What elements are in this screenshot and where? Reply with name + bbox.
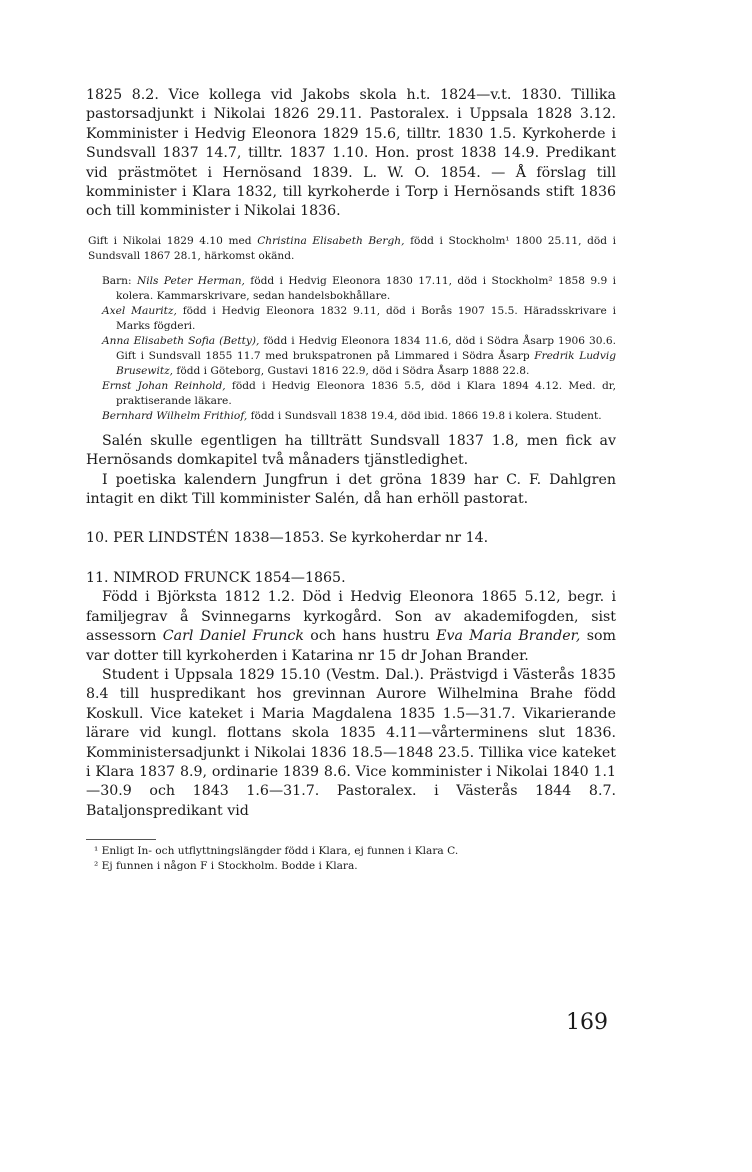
child-name: Nils Peter Herman, [136, 274, 245, 287]
child-name: Anna Elisabeth Sofia (Betty), [102, 334, 260, 347]
page-body [86, 86, 616, 873]
child-details: född i Sundsvall 1838 19.4, död ibid. 1866 19.8 i kolera. Student. [247, 409, 602, 422]
entry-9-note-2: I poetiska kalendern Jungfrun i det gröna 1839 har C. F. Dahlgren intagit en dikt Till komminister Salén, då han erhöll pastorat. [86, 471, 616, 508]
child-entry [86, 379, 616, 409]
footnote-rule [86, 839, 156, 840]
marriage-text-pre: Gift i Nikolai 1829 4.10 med [88, 234, 258, 247]
page-number: 169 [566, 1010, 608, 1035]
children-label: Barn: [102, 274, 132, 287]
marriage-text-post: född i Stockholm¹ 1800 25.11, död i Sundsvall 1867 28.1, härkomst okänd. [88, 234, 616, 262]
child-details: född i Hedvig Eleonora 1832 9.11, död i Borås 1907 15.5. Häradsskrivare i Marks fögderi. [116, 304, 616, 332]
entry-11-career: Student i Uppsala 1829 15.10 (Vestm. Dal.). Prästvigd i Västerås 1835 8.4 till huspredikant hos grevinnan Aurore Wilhelmina Brahe född Koskull. Vice kateket i Maria Magdalena 1835 1.5—31.7. Vikarierande lärare vid kungl. flottans skola 1835 4.11—vårterminens slut 1836. Komministersadjunkt i Nikolai 1836 18.5—1848 23.5. Tillika vice kateket i Klara 1837 8.9, ordinarie 1839 8.6. Vice komminister i Nikolai 1840 1.1—30.9 och 1843 1.6—31.7. Pastoralex. i Västerås 1844 8.7. Bataljonspredikant vid [86, 666, 616, 819]
entry-9-career: 1825 8.2. Vice kollega vid Jakobs skola h.t. 1824—v.t. 1830. Tillika pastorsadjunkt i Nikolai 1826 29.11. Pastoralex. i Uppsala 1828 3.12. Komminister i Hedvig Eleonora 1829 15.6, tilltr. 1830 1.5. Kyrkoherde i Sundsvall 1837 14.7, tilltr. 1837 1.10. Hon. prost 1838 14.9. Predikant vid prästmötet i Hernösand 1839. L. W. O. 1854. — Å förslag till komminister i Klara 1832, till kyrkoherde i Torp i Hernösands stift 1836 och till komminister i Nikolai 1836. [86, 87, 616, 220]
child-details: född i Hedvig Eleonora 1836 5.5, död i Klara 1894 4.12. Med. dr, praktiserande läkare. [116, 379, 616, 407]
entry-9-note-1: Salén skulle egentligen ha tillträtt Sundsvall 1837 1.8, men fick av Hernösands domkapitel två månaders tjänstledighet. [86, 432, 616, 469]
child-entry [86, 334, 616, 379]
entry-10-heading: 10. PER LINDSTÉN 1838—1853. Se kyrkoherdar nr 14. [86, 530, 489, 547]
entry-9-marriage [86, 234, 616, 264]
footnote-1: ¹ Enligt In- och utflyttningslängder född i Klara, ej funnen i Klara C. [94, 845, 459, 858]
child-spouse-details: född i Göteborg, Gustavi 1816 22.9, död i Södra Åsarp 1888 22.8. [173, 364, 530, 377]
entry-11-biography [86, 588, 616, 666]
child-entry [86, 409, 616, 424]
child-name: Axel Mauritz, [102, 304, 177, 317]
bio-text-mid: och hans hustru [303, 628, 437, 645]
child-details: född i Hedvig Eleonora 1830 17.11, död i Stockholm² 1858 9.9 i kolera. Kammarskrivare, sedan handelsbokhållare. [116, 274, 616, 302]
child-details: född i Hedvig Eleonora 1834 11.6, död i Södra Åsarp 1906 30.6. Gift i Sundsvall 1855 11.7 med brukspatronen på Limmared i Södra Åsarp [116, 334, 616, 362]
mother-name: Eva Maria Brander, [436, 628, 581, 645]
child-name: Bernhard Wilhelm Frithiof, [102, 409, 248, 422]
children-list [86, 274, 616, 424]
bio-text-post: som var dotter till kyrkoherden i Katarina nr 15 dr Johan Brander. [86, 628, 616, 664]
entry-11-heading: 11. NIMROD FRUNCK 1854—1865. [86, 569, 346, 586]
spouse-name: Christina Elisabeth Bergh, [257, 234, 405, 247]
footnote-2: ² Ej funnen i någon F i Stockholm. Bodde i Klara. [94, 859, 358, 872]
child-entry [86, 304, 616, 334]
bio-text-pre: Född i Björksta 1812 1.2. Död i Hedvig Eleonora 1865 5.12, begr. i familjegrav å Svinnegarns kyrkogård. Son av akademifogden, sist assessorn [86, 589, 616, 645]
child-name: Ernst Johan Reinhold, [102, 379, 226, 392]
father-name: Carl Daniel Frunck [162, 628, 304, 645]
child-entry [86, 274, 616, 304]
child-spouse-name: Fredrik Ludvig Brusewitz, [116, 349, 616, 377]
